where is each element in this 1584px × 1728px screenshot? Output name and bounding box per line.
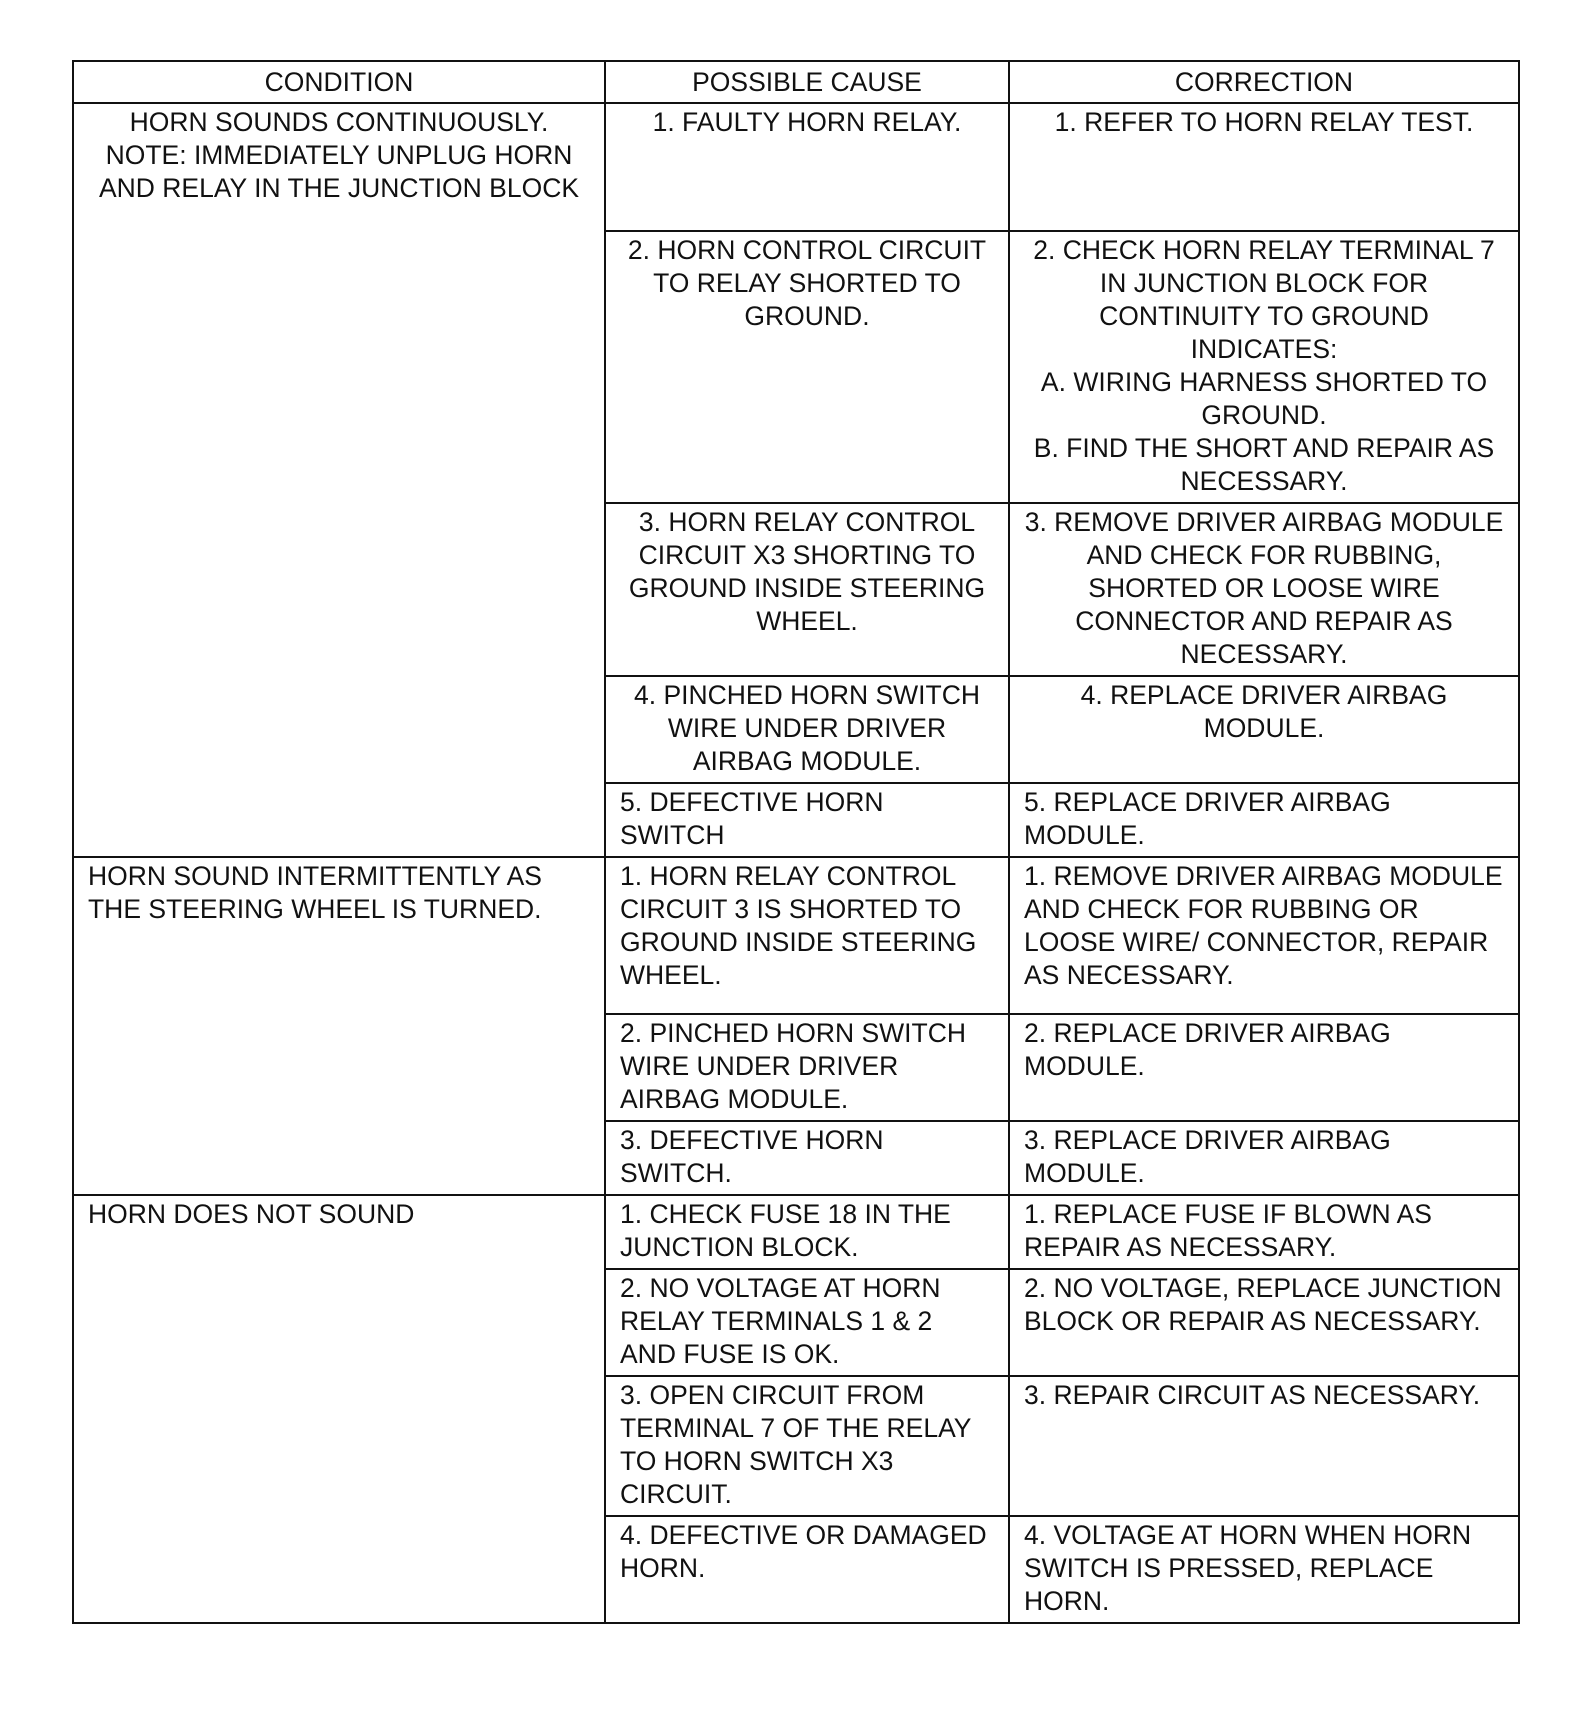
table-row xyxy=(73,103,1519,231)
correction-cell: 1. REPLACE FUSE IF BLOWN AS REPAIR AS NECESSARY. xyxy=(1009,1195,1519,1269)
correction-cell: 3. REMOVE DRIVER AIRBAG MODULE AND CHECK FOR RUBBING, SHORTED OR LOOSE WIRE CONNECTOR AND REPAIR AS NECESSARY. xyxy=(1009,503,1519,676)
correction-cell: 5. REPLACE DRIVER AIRBAG MODULE. xyxy=(1009,783,1519,857)
condition-cell: HORN DOES NOT SOUND xyxy=(73,1195,605,1623)
correction-cell: 1. REFER TO HORN RELAY TEST. xyxy=(1009,103,1519,231)
correction-cell: 2. REPLACE DRIVER AIRBAG MODULE. xyxy=(1009,1014,1519,1121)
header-condition: CONDITION xyxy=(73,61,605,103)
cause-cell: 3. HORN RELAY CONTROL CIRCUIT X3 SHORTING TO GROUND INSIDE STEERING WHEEL. xyxy=(605,503,1009,676)
header-row xyxy=(73,61,1519,103)
cause-cell: 3. DEFECTIVE HORN SWITCH. xyxy=(605,1121,1009,1195)
correction-cell: 3. REPLACE DRIVER AIRBAG MODULE. xyxy=(1009,1121,1519,1195)
cause-cell: 1. FAULTY HORN RELAY. xyxy=(605,103,1009,231)
cause-cell: 4. PINCHED HORN SWITCH WIRE UNDER DRIVER AIRBAG MODULE. xyxy=(605,676,1009,783)
cause-cell: 4. DEFECTIVE OR DAMAGED HORN. xyxy=(605,1516,1009,1623)
cause-cell: 5. DEFECTIVE HORN SWITCH xyxy=(605,783,1009,857)
cause-cell: 2. HORN CONTROL CIRCUIT TO RELAY SHORTED TO GROUND. xyxy=(605,231,1009,503)
condition-cell: HORN SOUND INTERMITTENTLY AS THE STEERING WHEEL IS TURNED. xyxy=(73,857,605,1195)
correction-cell: 2. CHECK HORN RELAY TERMINAL 7 IN JUNCTION BLOCK FOR CONTINUITY TO GROUND INDICATES: A. WIRING HARNESS SHORTED TO GROUND. B. FIND THE SHORT AND REPAIR AS NECESSARY. xyxy=(1009,231,1519,503)
cause-cell: 2. NO VOLTAGE AT HORN RELAY TERMINALS 1 & 2 AND FUSE IS OK. xyxy=(605,1269,1009,1376)
cause-cell: 1. CHECK FUSE 18 IN THE JUNCTION BLOCK. xyxy=(605,1195,1009,1269)
cause-cell: 3. OPEN CIRCUIT FROM TERMINAL 7 OF THE RELAY TO HORN SWITCH X3 CIRCUIT. xyxy=(605,1376,1009,1516)
cause-cell: 2. PINCHED HORN SWITCH WIRE UNDER DRIVER AIRBAG MODULE. xyxy=(605,1014,1009,1121)
table-row xyxy=(73,857,1519,1014)
table-row xyxy=(73,1195,1519,1269)
correction-cell: 2. NO VOLTAGE, REPLACE JUNCTION BLOCK OR REPAIR AS NECESSARY. xyxy=(1009,1269,1519,1376)
condition-cell: HORN SOUNDS CONTINUOUSLY. NOTE: IMMEDIATELY UNPLUG HORN AND RELAY IN THE JUNCTION BLOCK xyxy=(73,103,605,857)
correction-cell: 4. REPLACE DRIVER AIRBAG MODULE. xyxy=(1009,676,1519,783)
correction-cell: 1. REMOVE DRIVER AIRBAG MODULE AND CHECK FOR RUBBING OR LOOSE WIRE/ CONNECTOR, REPAIR AS NECESSARY. xyxy=(1009,857,1519,1014)
correction-cell: 3. REPAIR CIRCUIT AS NECESSARY. xyxy=(1009,1376,1519,1516)
correction-cell: 4. VOLTAGE AT HORN WHEN HORN SWITCH IS PRESSED, REPLACE HORN. xyxy=(1009,1516,1519,1623)
cause-cell: 1. HORN RELAY CONTROL CIRCUIT 3 IS SHORTED TO GROUND INSIDE STEERING WHEEL. xyxy=(605,857,1009,1014)
diagnosis-table xyxy=(72,60,1520,1624)
header-possible-cause: POSSIBLE CAUSE xyxy=(605,61,1009,103)
header-correction: CORRECTION xyxy=(1009,61,1519,103)
